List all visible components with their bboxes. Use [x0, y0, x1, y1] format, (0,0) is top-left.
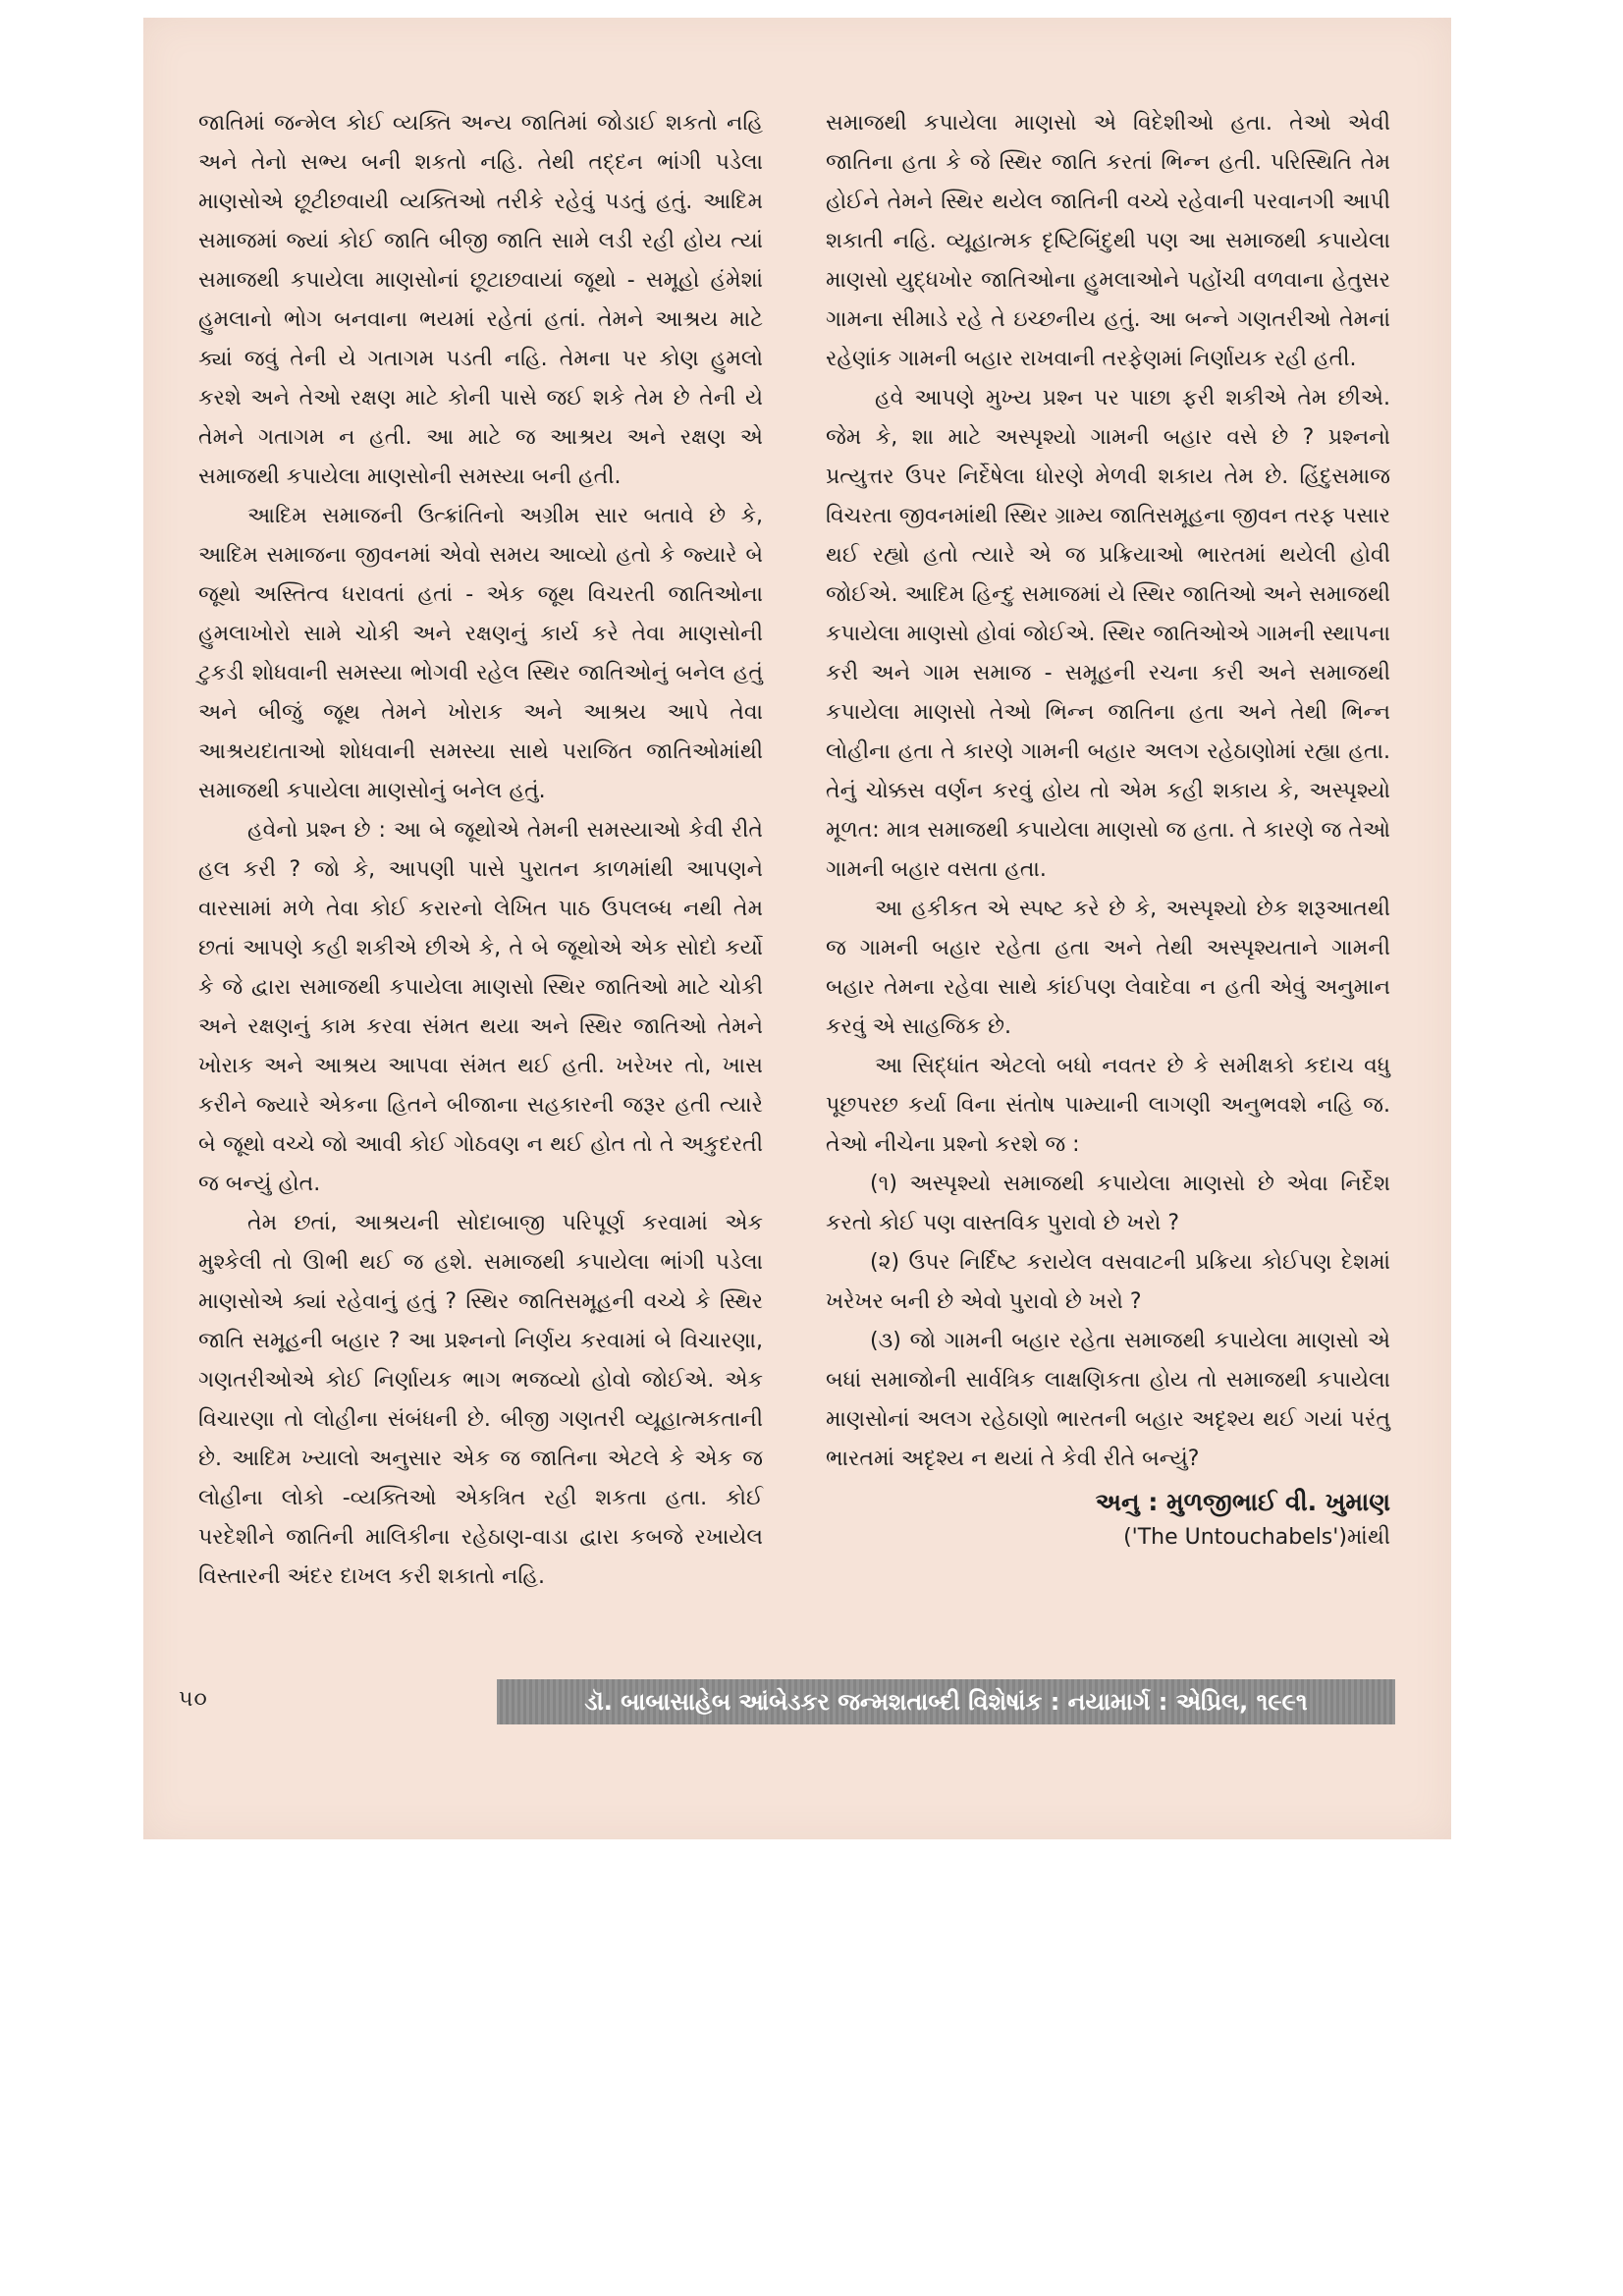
source-credit: ('The Untouchabels')માંથી: [1123, 1525, 1390, 1550]
paragraph: હવે આપણે મુખ્ય પ્રશ્ન પર પાછા ફરી શકીએ તેમ છીએ. જેમ કે, શા માટે અસ્પૃશ્યો ગામની બહાર વસે છે ? પ્રશ્નનો પ્રત્યુત્તર ઉપર નિર્દેષેલા ધોરણે મેળવી શકાય તેમ છે. હિંદુસમાજ વિચરતા જીવનમાંથી સ્થિર ગ્રામ્ય જાતિસમૂહના જીવન તરફ પસાર થઈ રહ્યો હતો ત્યારે એ જ પ્રક્રિયાઓ ભારતમાં થયેલી હોવી જોઈએ. આદિમ હિન્દુ સમાજમાં યે સ્થિર જાતિઓ અને સમાજથી કપાયેલા માણસો હોવાં જોઈએ. સ્થિર જાતિઓએ ગામની સ્થાપના કરી અને ગામ સમાજ - સમૂહની રચના કરી અને સમાજથી કપાયેલા માણસો તેઓ ભિન્ન જાતિના હતા અને તેથી ભિન્ન લોહીના હતા તે કારણે ગામની બહાર અલગ રહેઠાણોમાં રહ્યા હતા. તેનું ચોક્કસ વર્ણન કરવું હોય તો એમ કહી શકાય કે, અસ્પૃશ્યો મૂળત: માત્ર સમાજથી કપાયેલા માણસો જ હતા. તે કારણે જ તેઓ ગામની બહાર વસતા હતા.: [826, 386, 1390, 882]
paragraph: જાતિમાં જન્મેલ કોઈ વ્યક્તિ અન્ય જાતિમાં જોડાઈ શકતો નહિ અને તેનો સભ્ય બની શકતો નહિ. તેથી તદ્દન ભાંગી પડેલા માણસોએ છૂટીછવાયી વ્યક્તિઓ તરીકે રહેવું પડતું હતું. આદિમ સમાજમાં જ્યાં કોઈ જાતિ બીજી જાતિ સામે લડી રહી હોય ત્યાં સમાજથી કપાયેલા માણસોનાં છૂટાછવાયાં જૂથો - સમૂહો હંમેશાં હુમલાનો ભોગ બનવાના ભયમાં રહેતાં હતાં. તેમને આશ્રય માટે ક્યાં જવું તેની યે ગતાગમ પડતી નહિ. તેમના પર કોણ હુમલો કરશે અને તેઓ રક્ષણ માટે કોની પાસે જઈ શકે તેમ છે તેની યે તેમને ગતાગમ ન હતી. આ માટે જ આશ્રય અને રક્ષણ એ સમાજથી કપાયેલા માણસોની સમસ્યા બની હતી.: [198, 111, 763, 489]
right-column: [826, 104, 1390, 1556]
paragraph: આ હકીકત એ સ્પષ્ટ કરે છે કે, અસ્પૃશ્યો છેક શરૂઆતથી જ ગામની બહાર રહેતા હતા અને તેથી અસ્પૃશ્યતાને ગામની બહાર તેમના રહેવા સાથે કાંઈપણ લેવાદેવા ન હતી એવું અનુમાન કરવું એ સાહજિક છે.: [826, 897, 1390, 1039]
credit-block: [826, 1485, 1390, 1556]
page-number: ૫૦: [179, 1687, 208, 1712]
paragraph: આદિમ સમાજની ઉત્ક્રાંતિનો અગ્રીમ સાર બતાવે છે કે, આદિમ સમાજના જીવનમાં એવો સમય આવ્યો હતો કે જ્યારે બે જૂથો અસ્તિત્વ ધરાવતાં હતાં - એક જૂથ વિચરતી જાતિઓના હુમલાખોરો સામે ચોકી અને રક્ષણનું કાર્ય કરે તેવા માણસોની ટુકડી શોધવાની સમસ્યા ભોગવી રહેલ સ્થિર જાતિઓનું બનેલ હતું અને બીજું જૂથ તેમને ખોરાક અને આશ્રય આપે તેવા આશ્રયદાતાઓ શોધવાની સમસ્યા સાથે પરાજિત જાતિઓમાંથી સમાજથી કપાયેલા માણસોનું બનેલ હતું.: [198, 504, 763, 803]
paragraph: તેમ છતાં, આશ્રયની સોદાબાજી પરિપૂર્ણ કરવામાં એક મુશ્કેલી તો ઊભી થઈ જ હશે. સમાજથી કપાયેલા ભાંગી પડેલા માણસોએ ક્યાં રહેવાનું હતું ? સ્થિર જાતિસમૂહની વચ્ચે કે સ્થિર જાતિ સમૂહની બહાર ? આ પ્રશ્નનો નિર્ણય કરવામાં બે વિચારણા, ગણતરીઓએ કોઈ નિર્ણાયક ભાગ ભજવ્યો હોવો જોઈએ. એક વિચારણા તો લોહીના સંબંધની છે. બીજી ગણતરી વ્યૂહાત્મકતાની છે. આદિમ ખ્યાલો અનુસાર એક જ જાતિના એટલે કે એક જ લોહીના લોકો -વ્યક્તિઓ એકત્રિત રહી શકતા હતા. કોઈ પરદેશીને જાતિની માલિકીના રહેઠાણ-વાડા દ્વારા કબજે રખાયેલ વિસ્તારની અંદર દાખલ કરી શકાતો નહિ.: [198, 1211, 763, 1589]
footer-banner: ડૉ. બાબાસાહેબ આંબેડકર જન્મશતાબ્દી વિશેષાંક : નયામાર્ગ : એપ્રિલ, ૧૯૯૧: [497, 1679, 1395, 1724]
left-column: [198, 104, 763, 1597]
paragraph: સમાજથી કપાયેલા માણસો એ વિદેશીઓ હતા. તેઓ એવી જાતિના હતા કે જે સ્થિર જાતિ કરતાં ભિન્ન હતી. પરિસ્થિતિ તેમ હોઈને તેમને સ્થિર થયેલ જાતિની વચ્ચે રહેવાની પરવાનગી આપી શકાતી નહિ. વ્યૂહાત્મક દૃષ્ટિબિંદુથી પણ આ સમાજથી કપાયેલા માણસો યુદ્ધખોર જાતિઓના હુમલાઓને પહોંચી વળવાના હેતુસર ગામના સીમાડે રહે તે ઇચ્છનીય હતું. આ બન્ને ગણતરીઓ તેમનાં રહેણાંક ગામની બહાર રાખવાની તરફેણમાં નિર્ણાયક રહી હતી.: [826, 111, 1390, 371]
question-item: (૨) ઉપર નિર્દિષ્ટ કરાયેલ વસવાટની પ્રક્રિયા કોઈપણ દેશમાં ખરેખર બની છે એવો પુરાવો છે ખરો ?: [826, 1250, 1390, 1314]
scanned-page: [143, 18, 1451, 1839]
question-item: (૩) જો ગામની બહાર રહેતા સમાજથી કપાયેલા માણસો એ બધાં સમાજોની સાર્વત્રિક લાક્ષણિકતા હોય તો સમાજથી કપાયેલા માણસોનાં અલગ રહેઠાણો ભારતની બહાર અદૃશ્ય થઈ ગયાં પરંતુ ભારતમાં અદૃશ્ય ન થયાં તે કેવી રીતે બન્યું?: [826, 1329, 1390, 1471]
paragraph: હવેનો પ્રશ્ન છે : આ બે જૂથોએ તેમની સમસ્યાઓ કેવી રીતે હલ કરી ? જો કે, આપણી પાસે પુરાતન કાળમાંથી આપણને વારસામાં મળે તેવા કોઈ કરારનો લેખિત પાઠ ઉપલબ્ધ નથી તેમ છતાં આપણે કહી શકીએ છીએ કે, તે બે જૂથોએ એક સોદો કર્યો કે જે દ્વારા સમાજથી કપાયેલા માણસો સ્થિર જાતિઓ માટે ચોકી અને રક્ષણનું કામ કરવા સંમત થયા અને સ્થિર જાતિઓ તેમને ખોરાક અને આશ્રય આપવા સંમત થઈ હતી. ખરેખર તો, ખાસ કરીને જ્યારે એકના હિતને બીજાના સહકારની જરૂર હતી ત્યારે બે જૂથો વચ્ચે જો આવી કોઈ ગોઠવણ ન થઈ હોત તો તે અકુદરતી જ બન્યું હોત.: [198, 818, 763, 1196]
paragraph: આ સિદ્ધાંત એટલો બધો નવતર છે કે સમીક્ષકો કદાચ વધુ પૂછપરછ કર્યા વિના સંતોષ પામ્યાની લાગણી અનુભવશે નહિ જ. તેઓ નીચેના પ્રશ્નો કરશે જ :: [826, 1054, 1390, 1157]
question-item: (૧) અસ્પૃશ્યો સમાજથી કપાયેલા માણસો છે એવા નિર્દેશ કરતો કોઈ પણ વાસ્તવિક પુરાવો છે ખરો ?: [826, 1172, 1390, 1235]
translator-credit: અનુ : મુળજીભાઈ વી. ખુમાણ: [1095, 1488, 1390, 1516]
